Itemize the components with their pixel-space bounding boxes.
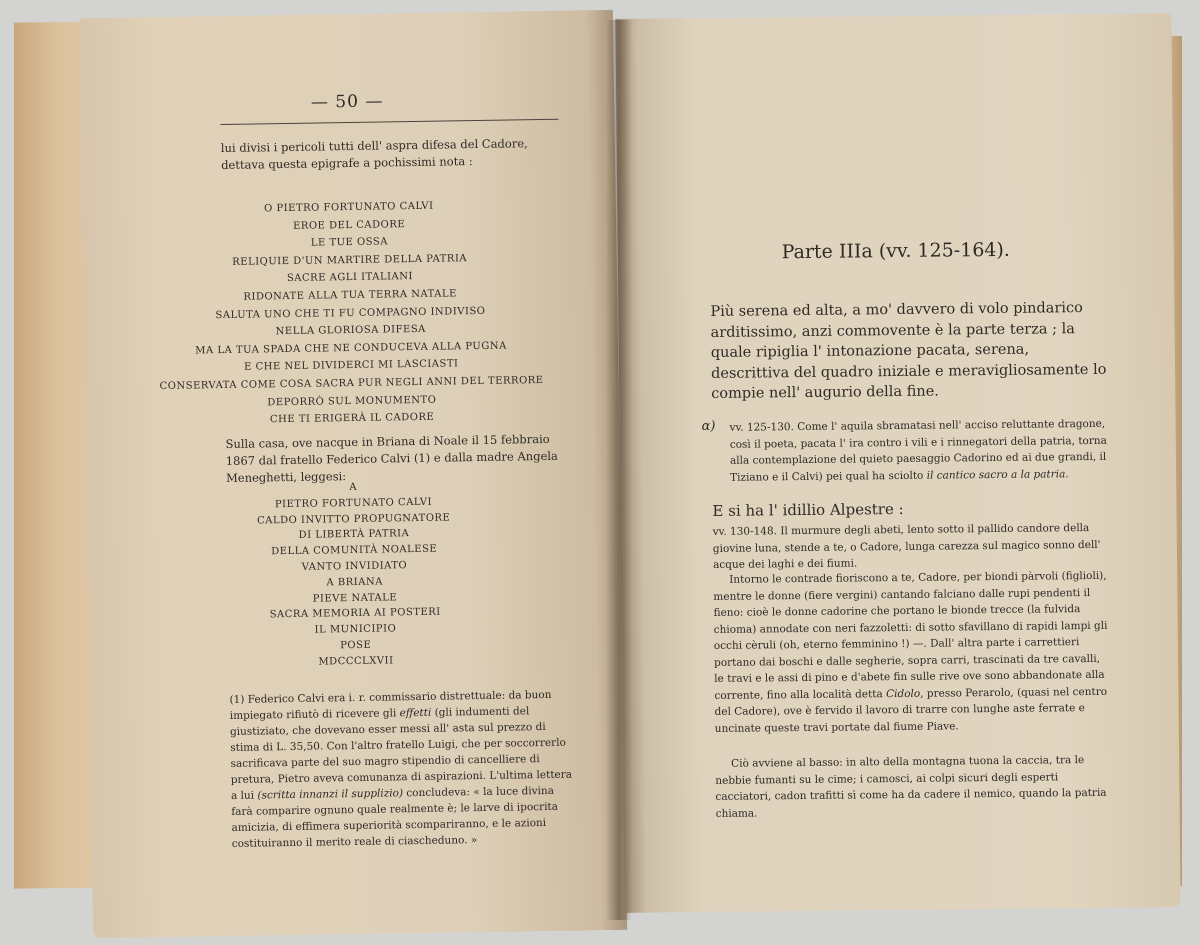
epigraph-line: SACRA MEMORIA AI POSTERI (269, 607, 441, 621)
epigraph-line: SALUTA UNO CHE TI FU COMPAGNO INDIVISO (215, 305, 486, 321)
epigraph-line: CALDO INVITTO PROPUGNATORE (257, 512, 451, 527)
contrade-paragraph (713, 568, 1113, 737)
footnote-text: (1) Federico Calvi era i. r. commissario distrettuale: da buon impiegato rifiutò di ricevere gli (229, 688, 552, 722)
epigraph-line: MA LA TUA SPADA CHE NE CONDUCEVA ALLA PUGNA (195, 340, 507, 357)
epigraph-line: RELIQUIE D'UN MARTIRE DELLA PATRIA (232, 252, 468, 268)
alpha-body: vv. 125-130. Come l' aquila sbramatasi nell' acciso reluttante dragone, così il poeta, pacata l' ira contro i vili e i rinnegatori della patria, torna alla contemplazione del quieto paesaggio Cadorino ed ai due grandi, il Tiziano e il Calvi) pei qual ha sciolto (729, 417, 1107, 484)
footnote-text: (gli indumenti del giustiziato, che dovevano esser messi all' asta sul prezzo di stima di L. 35,50. Con l'altro fratello Luigi, che per soccorrerlo sacrificava parte del suo magro stipendio di cancelliere di pretura, Pietro aveva comunanza di aspirazioni. L'ultima lettera a lui (229, 705, 573, 802)
contrade-emphasis: Cidolo (886, 687, 921, 700)
left-page (79, 10, 627, 938)
epigraph-line: RIDONATE ALLA TUA TERRA NATALE (243, 288, 458, 303)
footnote-text: concludeva: « la luce divina farà comparire ognuno quale realmente è; le larve di ipocrita amicizia, di effimera superiorità scompariranno, e le azioni costituiranno il merito reale di ciascheduno. » (231, 784, 559, 850)
alpha-text (730, 416, 1113, 486)
epigraph-line: A BRIANA (326, 576, 383, 589)
intro-paragraph: lui divisi i pericoli tutti dell' aspra difesa del Cadore, dettava questa epigrafe a pochissimi nota : (220, 136, 528, 173)
part-title: Parte IIIa (vv. 125-164). (781, 238, 1011, 264)
epigraph-line: DI LIBERTÀ PATRIA (298, 528, 410, 542)
epigraph-line: E CHE NEL DIVIDERCI MI LASCIASTI (244, 358, 459, 374)
alpha-end: . (1065, 467, 1069, 480)
epigraph-line: DELLA COMUNITÀ NOALESE (271, 543, 438, 558)
footnote (229, 687, 575, 852)
footnote-emphasis: (scritta innanzi il supplizio) (257, 787, 404, 802)
epigraph-line: A (349, 481, 358, 494)
epigraph-line: CHE TI ERIGERÀ IL CADORE (269, 411, 435, 426)
epigraph-line: MDCCCLXVII (318, 655, 394, 668)
contrade-text: Intorno le contrade fioriscono a te, Cadore, per biondi pàrvoli (figlioli), mentre le donne (fiere vergini) cantando falciano dalle rupi pendenti il fieno: cioè le donne cadorine che portano le bionde trecce (la fulvida chioma) annodate con neri fazzoletti: di sotto sfavillano di rapidi lampi gli occhi cèruli (oh, eterno femminino !) —. Dall' altra parte i carrettieri portano dai boschi e dalle segherie, sopra carri, trascinati da tre cavalli, le travi e le assi di pino e d'abete fin sulle rive ove sono abbandonate alla corrente, fino alla località detta (713, 569, 1108, 702)
right-page (615, 13, 1180, 913)
epigraph-line: SACRE AGLI ITALIANI (286, 271, 414, 285)
page-number: — 50 — (310, 91, 384, 113)
opening-paragraph: Più serena ed alta, a mo' davvero di volo pindarico arditissimo, anzi commovente è la parte terza ; la quale ripiglia l' intonazione pacata, serena, descrittiva del quadro iniziale e meravigliosamente lo compie nell' augurio della fine. (710, 300, 1107, 403)
epigraph-briana (86, 478, 623, 676)
epigraph-line: PIEVE NATALE (312, 591, 398, 605)
epigraph-line: VANTO INVIDIATO (301, 560, 408, 573)
epigraph-line: IL MUNICIPIO (314, 623, 397, 636)
contrade-text-end: , presso Perarolo, (quasi nel centro del Cadore), ove è fervido il lavoro di trarre con lunghe aste ferrate e uncinate queste travi portate dal fiume Piave. (714, 685, 1108, 735)
header-rule (220, 119, 558, 125)
epigraph-line: NELLA GLORIOSA DIFESA (275, 323, 426, 338)
epigraph-line: POSE (340, 639, 372, 652)
caccia-paragraph: Ciò avviene al basso: in alto della montagna tuona la caccia, tra le nebbie fumanti su le cime; i camosci, ai colpi sicuri degli esperti cacciatori, cadon trafitti sì come ha da cadere il nemico, quando la patria chiama. (715, 754, 1107, 820)
alpha-section (702, 416, 1113, 486)
epigraph-line: LE TUE OSSA (310, 236, 389, 249)
epigraph-line: DEPORRÒ SUL MONUMENTO (267, 394, 437, 408)
footnote-emphasis: effetti (399, 706, 432, 720)
idillio-heading: E si ha l' idillio Alpestre : (712, 499, 904, 520)
birthplace-paragraph: Sulla casa, ove nacque in Briana di Noale il 15 febbraio 1867 dal fratello Federico Calvi (1) e dalla madre Angela Meneghetti, leggesi: (225, 431, 558, 485)
alpha-emphasis: il cantico sacro a la patria (926, 467, 1066, 482)
epigraph-line: CONSERVATA COME COSA SACRA PUR NEGLI ANNI DEL TERRORE (159, 374, 544, 392)
epigraph-line: PIETRO FORTUNATO CALVI (274, 496, 433, 511)
verses-130-148-paragraph: vv. 130-148. Il murmure degli abeti, lento sotto il pallido candore della giovine luna, stende a te, o Cadore, lunga carezza sul magico sonno dell' acque dei laghi e dei fiumi. (712, 522, 1101, 571)
book-gutter (606, 20, 632, 920)
section-marker: α) (701, 418, 716, 435)
epigraph-line: EROE DEL CADORE (292, 218, 406, 232)
epigraph-calvi (82, 198, 620, 435)
epigraph-line: O PIETRO FORTUNATO CALVI (263, 200, 434, 215)
